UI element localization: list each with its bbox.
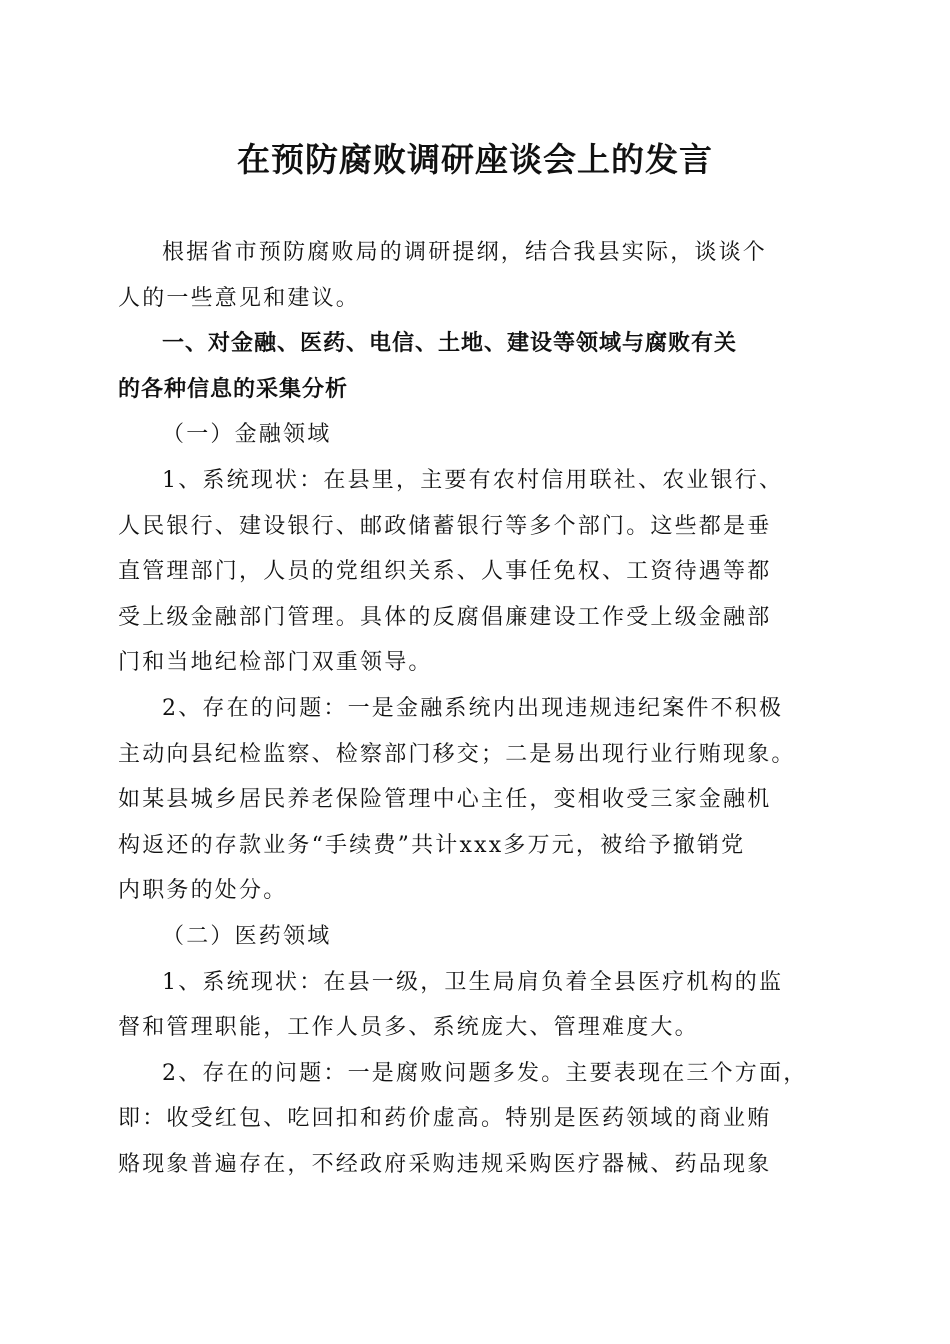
text-line: 根据省市预防腐败局的调研提纲，结合我县实际，谈谈个 [162,240,768,265]
finance-subheading [118,412,824,458]
text-line: （二）医药领域 [162,923,332,949]
text-line: 督和管理职能，工作人员多、系统庞大、管理难度大。 [118,1015,699,1041]
finance-paragraph-2 [118,686,824,914]
text-line: 受上级金融部门管理。具体的反腐倡廉建设工作受上级金融部 [118,604,772,630]
medicine-paragraph-2 [118,1051,824,1188]
text-line: 一、对金融、医药、电信、土地、建设等领域与腐败有关 [162,331,738,357]
text-line: 1、系统现状：在县一级，卫生局肩负着全县医疗机构的监 [162,969,784,995]
text-line: 如某县城乡居民养老保险管理中心主任，变相收受三家金融机 [118,787,772,813]
intro-paragraph [118,230,824,321]
text-line: 2、存在的问题：一是金融系统内出现违规违纪案件不积极 [162,695,784,721]
text-line: 主动向县纪检监察、检察部门移交；二是易出现行业行贿现象。 [118,741,796,767]
text-line: 赂现象普遍存在，不经政府采购违规采购医疗器械、药品现象 [118,1151,772,1177]
document-body [118,230,824,1187]
text-line: 1、系统现状：在县里，主要有农村信用联社、农业银行、 [162,467,784,493]
text-line: 人民银行、建设银行、邮政储蓄银行等多个部门。这些都是垂 [118,513,772,539]
document-title: 在预防腐败调研座谈会上的发言 [237,140,713,179]
text-line: 构返还的存款业务“手续费”共计xxx多万元，被给予撤销党 [118,832,746,858]
medicine-subheading [118,914,824,960]
text-line: 直管理部门，人员的党组织关系、人事任免权、工资待遇等都 [118,559,772,585]
finance-paragraph-1 [118,458,824,686]
text-line: 门和当地纪检部门双重领导。 [118,650,433,676]
text-line: 的各种信息的采集分析 [118,376,349,402]
text-line: 内职务的处分。 [118,878,288,904]
text-line: 人的一些意见和建议。 [118,285,361,311]
text-line: 即：收受红包、吃回扣和药价虚高。特别是医药领域的商业贿 [118,1106,772,1132]
text-line: 2、存在的问题：一是腐败问题多发。主要表现在三个方面， [162,1060,808,1086]
medicine-paragraph-1 [118,960,824,1051]
section-heading-1 [118,321,824,412]
text-line: （一）金融领域 [162,422,332,448]
